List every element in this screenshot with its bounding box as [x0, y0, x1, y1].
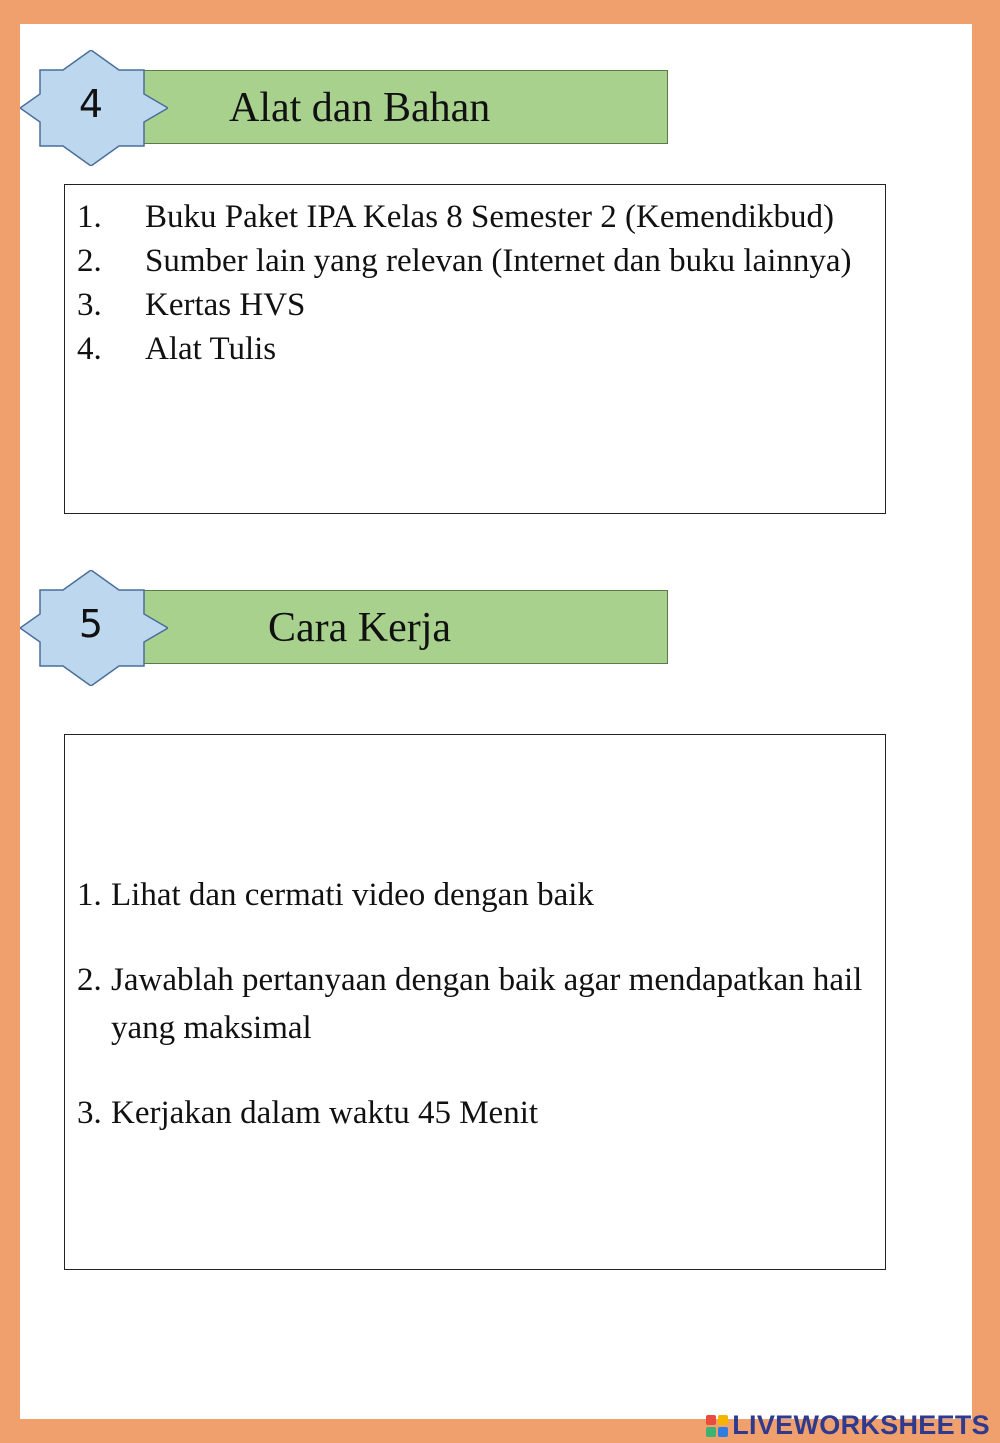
- list-item-number: 1.: [77, 877, 102, 913]
- list-item-number: 1.: [77, 199, 102, 235]
- list-item-text: Kerjakan dalam waktu 45 Menit: [111, 1095, 539, 1131]
- list-item-text: Jawablah pertanyaan dengan baik agar mendapatkan hail yang maksimal: [111, 962, 863, 1046]
- section-5-number: 5: [78, 602, 104, 646]
- steps-box: [64, 734, 886, 1270]
- section-4-banner: [142, 70, 668, 144]
- list-item-number: 3.: [77, 1095, 102, 1131]
- section-4-number: 4: [78, 82, 104, 126]
- section-5-banner: [142, 590, 668, 664]
- list-item: [65, 956, 885, 1052]
- liveworksheets-watermark: [706, 1410, 990, 1441]
- list-item-text: Sumber lain yang relevan (Internet dan buku lainnya): [145, 243, 852, 279]
- liveworksheets-logo-icon: [706, 1415, 728, 1437]
- list-item: [65, 283, 885, 327]
- list-item: [65, 239, 885, 283]
- section-5-title: Cara Kerja: [268, 605, 452, 651]
- worksheet-page: [20, 24, 972, 1419]
- list-item-text: Kertas HVS: [145, 287, 306, 323]
- list-item-number: 2.: [77, 243, 102, 279]
- list-item-number: 4.: [77, 331, 102, 367]
- list-item-text: Buku Paket IPA Kelas 8 Semester 2 (Kemendikbud): [145, 199, 834, 235]
- list-item-text: Alat Tulis: [145, 331, 277, 367]
- materials-list: [65, 195, 885, 371]
- list-item: [65, 1089, 885, 1137]
- list-item-number: 2.: [77, 962, 102, 998]
- list-item: [65, 871, 885, 919]
- materials-box: [64, 184, 886, 514]
- section-4-title: Alat dan Bahan: [229, 85, 491, 131]
- list-item: [65, 195, 885, 239]
- list-item: [65, 327, 885, 371]
- list-item-text: Lihat dan cermati video dengan baik: [111, 877, 594, 913]
- watermark-text: LIVEWORKSHEETS: [732, 1410, 990, 1440]
- list-item-number: 3.: [77, 287, 102, 323]
- steps-list: [65, 871, 885, 1137]
